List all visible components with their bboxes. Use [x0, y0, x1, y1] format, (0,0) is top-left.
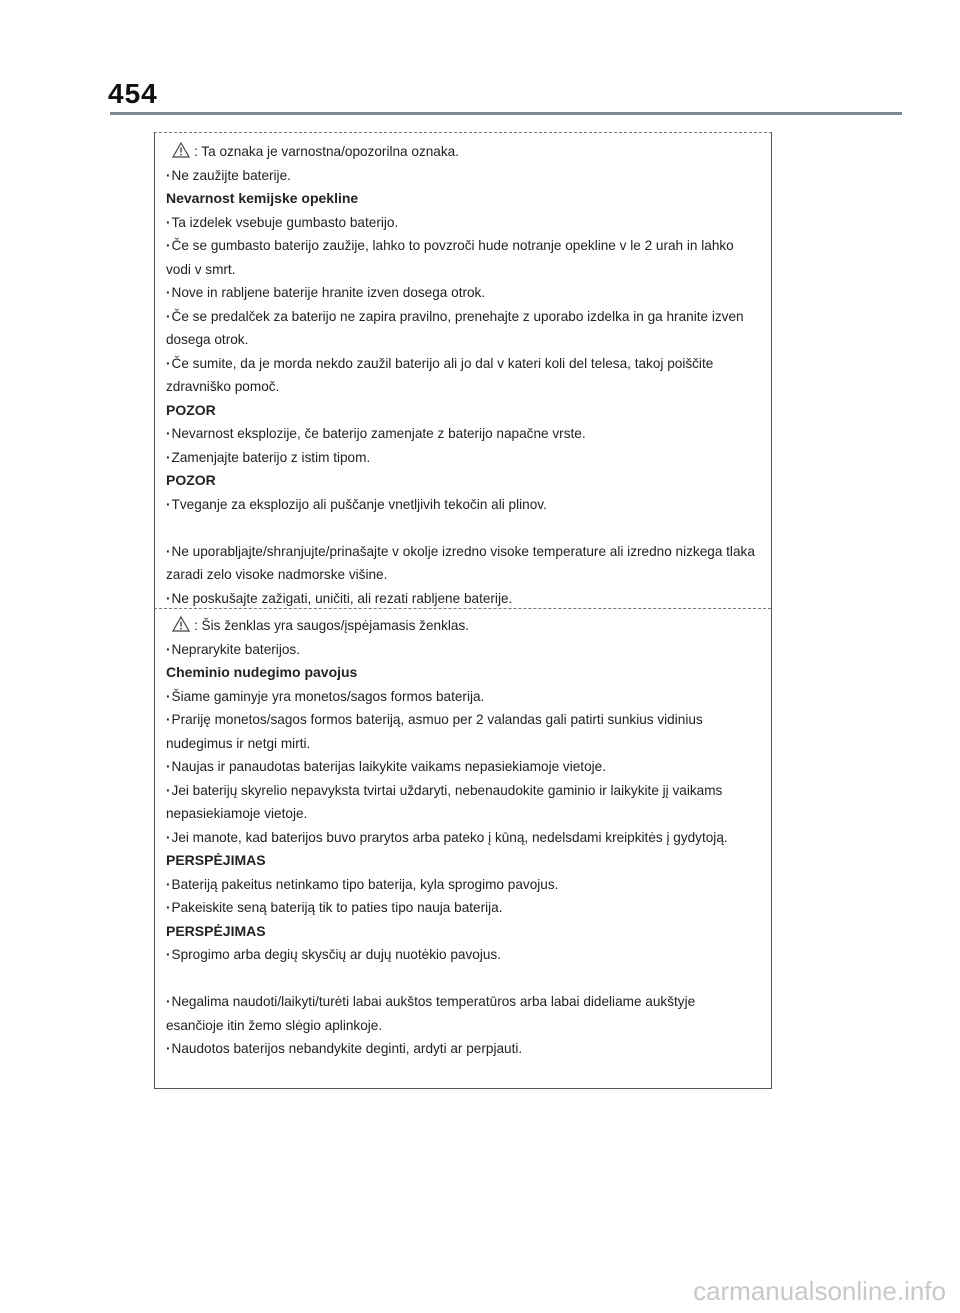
bullet-item: · Sprogimo arba degių skysčių ar dujų nuotėkio pavojus. [166, 943, 756, 967]
bullet-item: · Jei baterijų skyrelio nepavyksta tvirtai uždaryti, nebenaudokite gaminio ir laikykite jį vaikams nepasiekiamoje vietoje. [166, 779, 756, 826]
section-heading: Nevarnost kemijske opekline [166, 190, 359, 206]
page-number: 454 [108, 78, 158, 109]
watermark: carmanualsonline.info [693, 1276, 946, 1306]
bullet-item: · Naudotos baterijos nebandykite deginti, ardyti ar perpjauti. [166, 1037, 756, 1061]
bullet-item: · Ta izdelek vsebuje gumbasto baterijo. [166, 211, 756, 235]
bullet-item: · Prariję monetos/sagos formos bateriją, asmuo per 2 valandas gali patirti sunkius vidinius nudegimus ir netgi mirti. [166, 708, 756, 755]
bullet-item: · Če se gumbasto baterijo zaužije, lahko to povzroči hude notranje opekline v le 2 urah in lahko vodi v smrt. [166, 234, 756, 281]
lithuanian-warning-text: : Šis ženklas yra saugos/įspėjamasis ženklas. [194, 618, 470, 633]
lithuanian-section [166, 614, 756, 1061]
section-heading: POZOR [166, 472, 216, 488]
section-heading: PERSPĖJIMAS [166, 852, 266, 868]
bullet-item: · Če se predalček za baterijo ne zapira pravilno, prenehajte z uporabo izdelka in ga hranite izven dosega otrok. [166, 305, 756, 352]
lithuanian-warning-line [166, 614, 756, 638]
section-heading: Cheminio nudegimo pavojus [166, 664, 358, 680]
slovenian-lines [166, 164, 756, 611]
paragraph-gap [166, 516, 756, 540]
slovenian-warning-text: : Ta oznaka je varnostna/opozorilna oznaka. [194, 144, 459, 159]
bullet-item: · Ne poskušajte zažigati, uničiti, ali rezati rabljene baterije. [166, 587, 756, 611]
bullet-item: · Nevarnost eksplozije, če baterijo zamenjate z baterijo napačne vrste. [166, 422, 756, 446]
section-heading: PERSPĖJIMAS [166, 922, 266, 939]
bullet-item: · Neprarykite baterijos. [166, 638, 756, 662]
bullet-item: · Naujas ir panaudotas baterijas laikykite vaikams nepasiekiamoje vietoje. [166, 755, 756, 779]
paragraph-gap [166, 967, 756, 991]
bullet-item: · Negalima naudoti/laikyti/turėti labai aukštos temperatūros arba labai dideliame aukštyje esančioje itin žemo slėgio aplinkoje. [166, 990, 756, 1037]
bullet-item: · Šiame gaminyje yra monetos/sagos formos baterija. [166, 685, 756, 709]
bullet-item: · Bateriją pakeitus netinkamo tipo baterija, kyla sprogimo pavojus. [166, 873, 756, 897]
bullet-item: · Jei manote, kad baterijos buvo prarytos arba pateko į kūną, nedelsdami kreipkitės į gydytoją. [166, 826, 756, 850]
bullet-item: · Ne zaužijte baterije. [166, 164, 756, 188]
warning-triangle-icon [172, 142, 190, 158]
bullet-item: · Nove in rabljene baterije hranite izven dosega otrok. [166, 281, 756, 305]
slovenian-section [166, 140, 756, 610]
warning-triangle-icon [172, 616, 190, 632]
bullet-item: · Ne uporabljajte/shranjujte/prinašajte v okolje izredno visoke temperature ali izredno nizkega tlaka zaradi zelo visoke nadmorske višine. [166, 540, 756, 587]
lithuanian-lines [166, 638, 756, 1061]
bullet-item: · Pakeiskite seną bateriją tik to paties tipo nauja baterija. [166, 896, 756, 920]
slovenian-warning-line [166, 140, 756, 164]
section-heading: POZOR [166, 401, 216, 418]
header-rule [110, 112, 902, 115]
bullet-item: · Zamenjajte baterijo z istim tipom. [166, 446, 756, 470]
bullet-item: · Če sumite, da je morda nekdo zaužil baterijo ali jo dal v kateri koli del telesa, takoj poiščite zdravniško pomoč. [166, 352, 756, 399]
bullet-item: · Tveganje za eksplozijo ali puščanje vnetljivih tekočin ali plinov. [166, 493, 756, 517]
